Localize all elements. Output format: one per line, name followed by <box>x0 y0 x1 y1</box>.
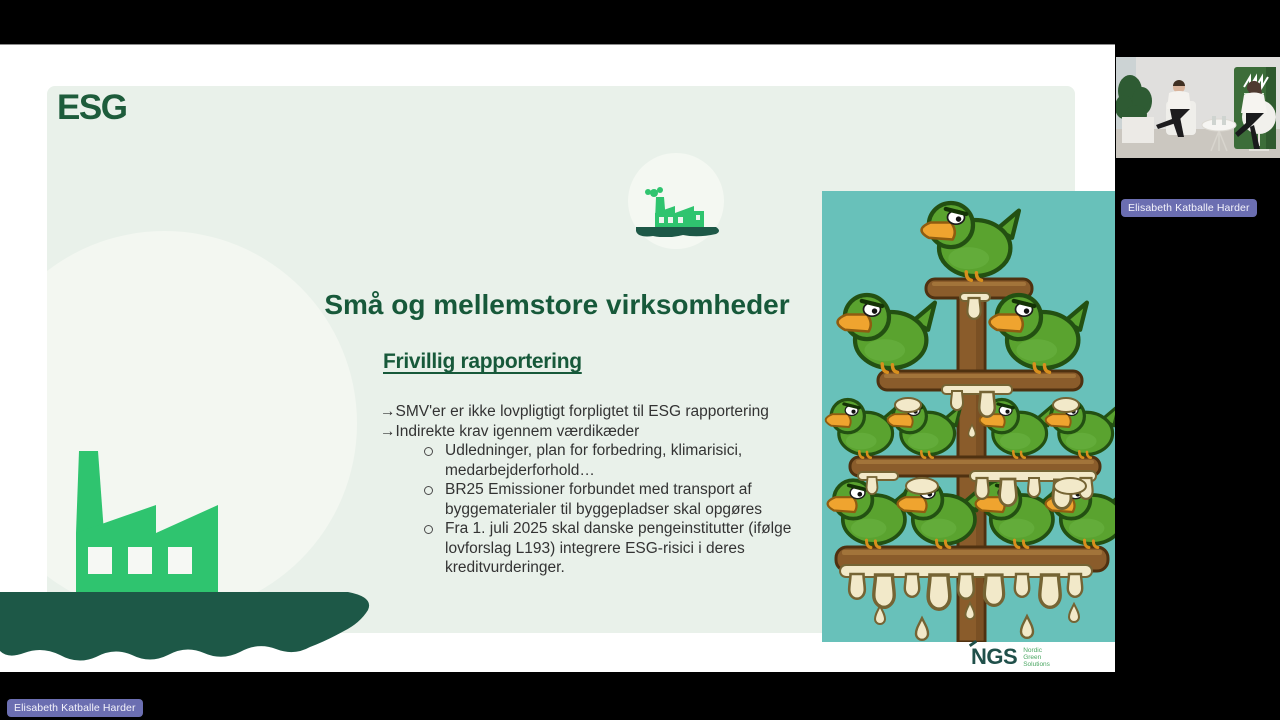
slide-body <box>380 402 830 578</box>
slide-subheading: Frivillig rapportering <box>383 350 582 373</box>
mini-factory-smoke <box>645 187 663 197</box>
ngs-tagline-line: Solutions <box>1023 660 1050 668</box>
mini-factory-base <box>636 227 719 237</box>
bullet-item <box>424 480 830 519</box>
pecking-order-illustration <box>822 191 1115 642</box>
bullet-list <box>380 441 830 578</box>
circle-bullet-marker <box>424 525 433 534</box>
participant-name-badge: Elisabeth Katballe Harder <box>1121 199 1257 217</box>
arrow-line-1: →SMV'er er ikke lovpligtigt forpligtet til ESG rapportering <box>380 403 769 420</box>
ngs-logo <box>971 644 1050 670</box>
webcam-video-tile[interactable] <box>1116 57 1280 158</box>
circle-bullet-marker <box>424 486 433 495</box>
ngs-logo-tagline <box>1023 647 1050 668</box>
mini-factory-building <box>655 197 704 228</box>
screen-share-area <box>0 44 1115 672</box>
factory-icon <box>76 451 218 592</box>
ngs-tagline-line: Nordic <box>1023 646 1042 654</box>
circle-bullet-marker <box>424 447 433 456</box>
presenter-name-badge: Elisabeth Katballe Harder <box>7 699 143 717</box>
bullet-item <box>424 441 830 480</box>
planter-box <box>1122 117 1154 143</box>
bullet-text: BR25 Emissioner forbundet med transport af byggematerialer til byggepladser skal opgøres <box>445 481 763 518</box>
bullet-item <box>424 519 830 578</box>
slide-heading: Små og mellemstore virksomheder <box>324 289 790 320</box>
factory-island-icon <box>628 187 724 237</box>
slide-corner-title: ESG <box>57 88 127 127</box>
ngs-tagline-line: Green <box>1023 653 1042 661</box>
bullet-text: Fra 1. juli 2025 skal danske pengeinstitutter (ifølge lovforslag L193) integrere ESG-risici i deres kreditvurderinger. <box>445 520 792 576</box>
bullet-text: Udledninger, plan for forbedring, klimarisici, medarbejderforhold… <box>445 442 743 479</box>
land-shape <box>0 592 369 661</box>
arrow-line-2: →Indirekte krav igennem værdikæder <box>380 422 640 440</box>
factory-illustration <box>0 449 380 663</box>
ngs-logo-text: NGS <box>971 644 1018 669</box>
